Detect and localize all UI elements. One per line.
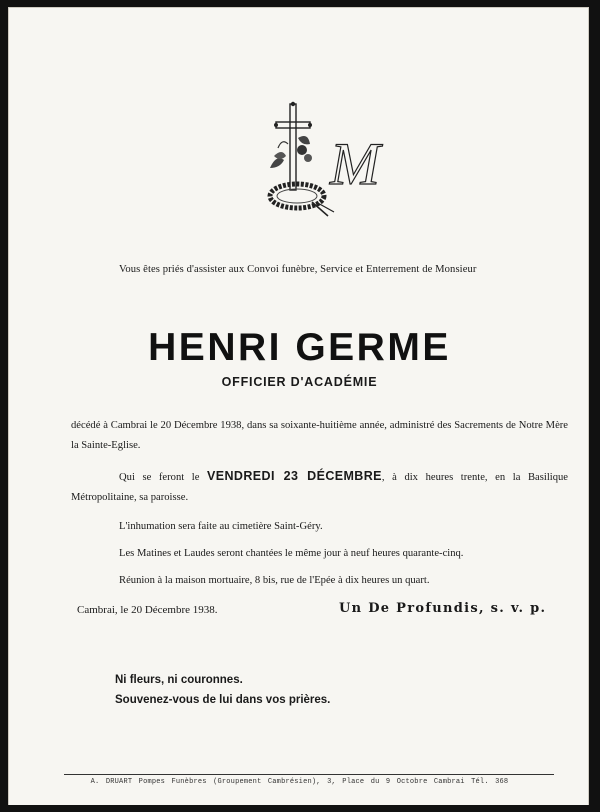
cross-wreath-icon: [264, 98, 384, 220]
footer-divider: [64, 774, 554, 775]
deceased-name: HENRI GERME: [148, 326, 451, 369]
requests: [115, 670, 330, 710]
invitation-text: Vous êtes priés d'assister aux Convoi funèbre, Service et Enterrement de Monsieur: [119, 264, 477, 275]
death-paragraph: décédé à Cambrai le 20 Décembre 1938, dans sa soixante-huitième année, administré des Sacrements de Notre Mère la Sainte-Eglise.: [71, 420, 568, 451]
request-no-flowers: Ni fleurs, ni couronnes.: [115, 674, 243, 686]
request-prayers: Souvenez-vous de lui dans vos prières.: [115, 694, 331, 706]
meeting-paragraph: Réunion à la maison mortuaire, 8 bis, rue de l'Epée à dix heures un quart.: [119, 575, 430, 586]
service-prefix: Qui se feront le: [119, 472, 208, 483]
service-paragraph: [71, 466, 568, 508]
matins-paragraph: Les Matines et Laudes seront chantées le même jour à neuf heures quarante-cinq.: [119, 548, 464, 559]
emblem-letter: M: [330, 131, 380, 197]
burial-paragraph: L'inhumation sera faite au cimetière Saint-Géry.: [119, 521, 323, 532]
printer-footer: A. DRUART Pompes Funèbres (Groupement Cambrésien), 3, Place du 9 Octobre Cambrai Tél. 368: [90, 778, 509, 786]
place-date: Cambrai, le 20 Décembre 1938.: [77, 604, 218, 616]
de-profundis: Un De Profundis, s. v. p.: [339, 601, 547, 616]
service-date: VENDREDI 23 DÉCEMBRE: [207, 469, 382, 483]
service-suffix: , à dix heures trente, en la Basilique Métropolitaine, sa paroisse.: [71, 472, 569, 503]
death-notice-card: [8, 7, 589, 807]
deceased-title: OFFICIER D'ACADÉMIE: [221, 375, 378, 389]
